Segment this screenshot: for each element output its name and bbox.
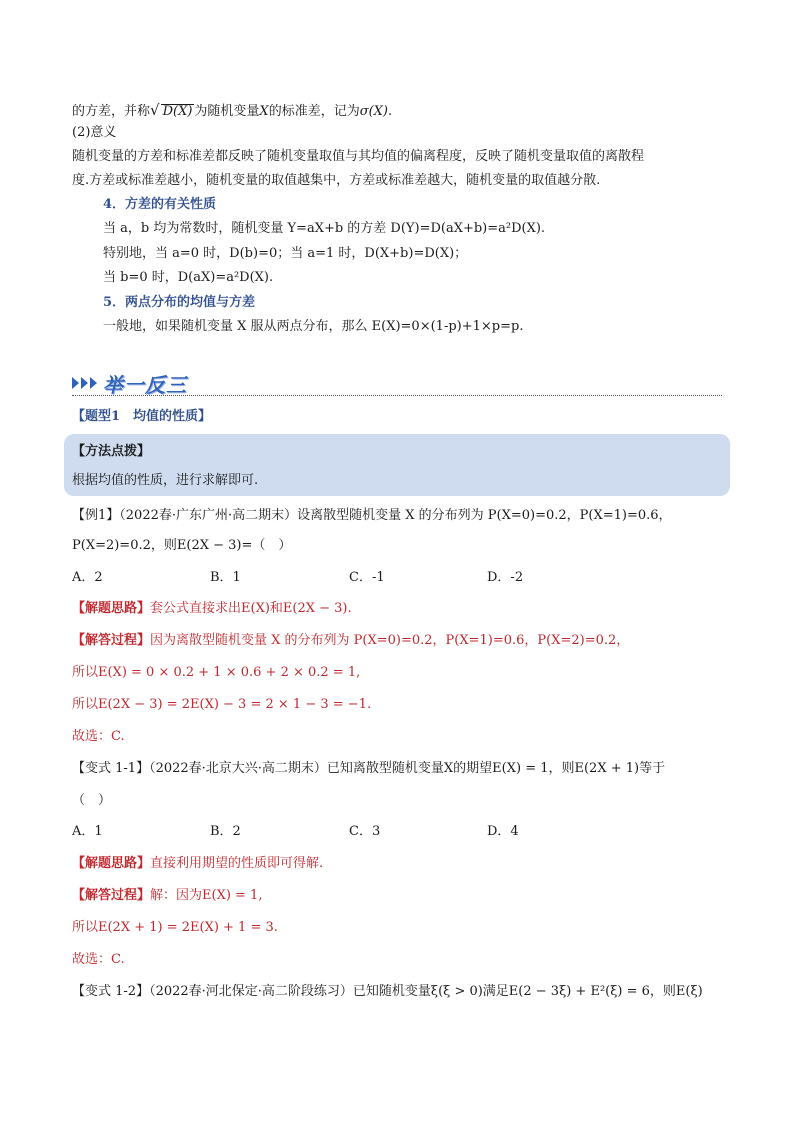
chevron-icon [72,377,79,389]
idea-text: 直接利用期望的性质即可得解. [150,856,324,871]
sqrt-symbol: √ [150,101,160,119]
example-1-option-b: B．1 [210,570,241,585]
example-1-idea [72,600,352,618]
p1-x: X [259,104,269,119]
section-2-title: (2)意义 [72,125,117,140]
banner-title: 举一反三 [103,372,187,397]
chevron-icon [81,377,88,389]
example-1-option-a: A．2 [72,570,103,585]
example-1-answer: 故选：C. [72,729,125,744]
example-1-option-c: C．-1 [349,570,385,585]
example-1-step-2: 所以E(2X − 3) = 2E(X) − 3 = 2 × 1 − 3 = −1. [72,697,372,712]
p1-text-b: 为随机变量 [194,104,260,119]
variant-1-1-line-2: （ ） [72,793,112,808]
section-2-line-1: 随机变量的方差和标准差都反映了随机变量取值与其均值的偏离程度，反映了随机变量取值的离散程 [72,149,645,164]
p1-sigma: σ(X) [359,104,388,119]
variant-1-1-line-1: 【变式 1-1】（2022春·北京大兴·高二期末）已知离散型随机变量X的期望E(X) = 1，则E(2X + 1)等于 [72,761,666,776]
example-1-option-d: D．-2 [487,570,524,585]
chevron-icon [90,377,97,389]
type-1-heading: 【题型1 均值的性质】 [72,409,212,424]
idea-label: 【解题思路】 [72,601,151,616]
process-text: 解：因为E(X) = 1, [150,888,263,903]
variant-1-1-process [72,887,262,905]
variant-1-2-line-1: 【变式 1-2】（2022春·河北保定·高二阶段练习）已知随机变量ξ(ξ > 0)满足E(2 − 3ξ) + E²(ξ) = 6，则E(ξ) [72,984,703,999]
std-dev-definition [72,101,392,121]
variant-1-1-option-d: D．4 [487,824,519,839]
sqrt-content: D(X) [162,104,193,119]
process-text: 因为离散型随机变量 X 的分布列为 P(X=0)=0.2，P(X=1)=0.6，P(X=2)=0.2， [150,633,630,648]
p1-text-d: . [387,104,393,119]
divider [72,395,722,396]
variant-1-1-answer: 故选：C. [72,952,125,967]
example-1-process [72,632,629,650]
tip-text: 根据均值的性质，进行求解即可. [72,473,259,488]
variant-1-1-step-1: 所以E(2X + 1) = 2E(X) + 1 = 3. [72,920,278,935]
section-4-title: 4．方差的有关性质 [103,197,217,212]
process-label: 【解答过程】 [72,888,151,903]
banner [72,372,187,397]
section-4-line-1: 当 a，b 均为常数时，随机变量 Y=aX+b 的方差 D(Y)=D(aX+b)=a²D(X). [103,221,546,236]
variant-1-1-option-c: C．3 [349,824,381,839]
idea-text: 套公式直接求出E(X)和E(2X − 3). [150,601,352,616]
process-label: 【解答过程】 [72,633,151,648]
section-5-title: 5．两点分布的均值与方差 [103,295,256,310]
example-1-line-1: 【例1】（2022春·广东广州·高二期末）设离散型随机变量 X 的分布列为 P(X=0)=0.2，P(X=1)=0.6， [72,508,672,523]
variant-1-1-idea [72,855,323,873]
example-1-line-2: P(X=2)=0.2，则E(2X − 3)=（ ） [72,538,292,553]
section-2-line-2: 度.方差或标准差越小，随机变量的取值越集中，方差或标准差越大，随机变量的取值越分散. [72,173,601,188]
idea-label: 【解题思路】 [72,856,151,871]
section-5-line-1: 一般地，如果随机变量 X 服从两点分布，那么 E(X)=0×(1-p)+1×p=p. [103,319,524,334]
tip-title: 【方法点拨】 [72,444,151,459]
section-4-line-2: 特别地，当 a=0 时，D(b)=0；当 a=1 时，D(X+b)=D(X)； [103,246,468,261]
p1-text-c: 的标准差，记为 [268,104,360,119]
p1-text-a: 的方差，并称 [72,104,151,119]
example-1-step-1: 所以E(X) = 0 × 0.2 + 1 × 0.6 + 2 × 0.2 = 1, [72,665,361,680]
variant-1-1-option-a: A．1 [72,824,103,839]
section-4-line-3: 当 b=0 时，D(aX)=a²D(X). [103,270,274,285]
variant-1-1-option-b: B．2 [210,824,241,839]
